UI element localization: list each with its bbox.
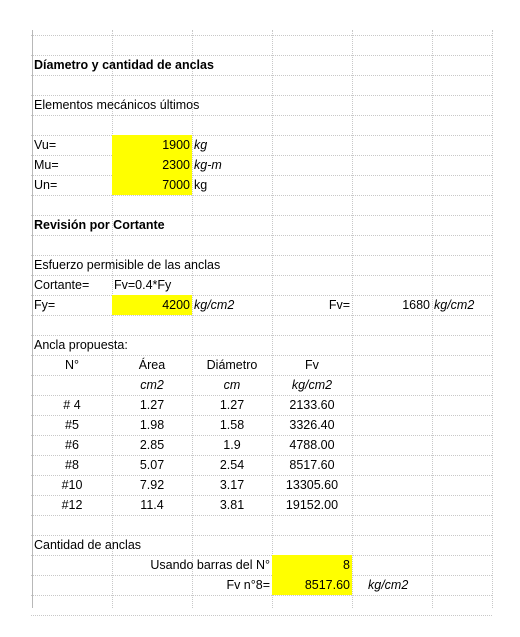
vu-unit[interactable]: kg: [194, 138, 208, 152]
usando-value[interactable]: 8: [343, 558, 350, 572]
fv-unit[interactable]: kg/cm2: [434, 298, 475, 312]
fy-unit[interactable]: kg/cm2: [194, 298, 235, 312]
grid-row-line: [31, 235, 492, 236]
grid-column-line: [192, 30, 193, 608]
revision-heading[interactable]: Revisión por Cortante: [34, 218, 165, 232]
ancla-row-fv[interactable]: 2133.60: [289, 398, 335, 412]
vu-label[interactable]: Vu=: [34, 138, 57, 152]
ancla-row-diametro[interactable]: 3.81: [219, 498, 245, 512]
fy-value[interactable]: 4200: [162, 298, 190, 312]
ancla-col-header-diametro[interactable]: Diámetro: [206, 358, 258, 372]
grid-row-line: [31, 115, 492, 116]
fy-label[interactable]: Fy=: [34, 298, 56, 312]
mu-value[interactable]: 2300: [162, 158, 190, 172]
ancla-row-area[interactable]: 7.92: [139, 478, 165, 492]
grid-row-line: [31, 595, 492, 596]
ancla-row-n[interactable]: #10: [61, 478, 83, 492]
ancla-row-diametro[interactable]: 1.58: [219, 418, 245, 432]
fvn-value[interactable]: 8517.60: [304, 578, 350, 592]
mu-label[interactable]: Mu=: [34, 158, 59, 172]
cantidad-heading[interactable]: Cantidad de anclas: [34, 538, 142, 552]
ancla-unit-fv[interactable]: kg/cm2: [291, 378, 333, 392]
ancla-row-area[interactable]: 2.85: [139, 438, 165, 452]
fvn-label[interactable]: Fv n°8=: [226, 578, 270, 592]
grid-row-line: [31, 195, 492, 196]
grid-column-line: [352, 30, 353, 608]
ancla-row-diametro[interactable]: 3.17: [219, 478, 245, 492]
ancla-col-header-fv[interactable]: Fv: [305, 358, 319, 372]
grid-row-line: [31, 155, 492, 156]
esfuerzo-label[interactable]: Esfuerzo permisible de las anclas: [34, 258, 221, 272]
grid-column-line: [272, 30, 273, 608]
ancla-row-diametro[interactable]: 1.27: [219, 398, 245, 412]
ancla-row-n[interactable]: #6: [65, 438, 79, 452]
vu-value[interactable]: 1900: [162, 138, 190, 152]
grid-row-line: [31, 615, 492, 616]
cortante-formula[interactable]: Fv=0.4*Fy: [114, 278, 172, 292]
ancla-row-diametro[interactable]: 1.9: [223, 438, 241, 452]
ancla-row-area[interactable]: 1.98: [139, 418, 165, 432]
un-label[interactable]: Un=: [34, 178, 58, 192]
ancla-row-fv[interactable]: 13305.60: [285, 478, 339, 492]
ancla-row-area[interactable]: 11.4: [140, 498, 164, 512]
fv-value[interactable]: 1680: [402, 298, 430, 312]
ancla-row-fv[interactable]: 3326.40: [289, 418, 335, 432]
mu-unit[interactable]: kg-m: [194, 158, 222, 172]
grid-row-line: [31, 175, 492, 176]
usando-label[interactable]: Usando barras del N°: [150, 558, 270, 572]
ancla-unit-area[interactable]: cm2: [140, 378, 164, 392]
ancla-row-area[interactable]: 1.27: [139, 398, 165, 412]
ancla-row-n[interactable]: # 4: [63, 398, 81, 412]
grid-column-line: [112, 30, 113, 608]
ancla-row-fv[interactable]: 19152.00: [285, 498, 339, 512]
ancla-row-fv[interactable]: 8517.60: [289, 458, 335, 472]
ancla-heading[interactable]: Ancla propuesta:: [34, 338, 128, 352]
ancla-col-header-n[interactable]: N°: [64, 358, 80, 372]
grid-column-line: [32, 30, 33, 608]
fv-label[interactable]: Fv=: [328, 298, 350, 312]
grid-row-line: [31, 515, 492, 516]
ancla-row-n[interactable]: #12: [61, 498, 83, 512]
sheet-title[interactable]: Díametro y cantidad de anclas: [34, 58, 214, 72]
grid-row-line: [31, 135, 492, 136]
ancla-row-diametro[interactable]: 2.54: [219, 458, 245, 472]
ancla-row-fv[interactable]: 4788.00: [289, 438, 335, 452]
un-unit[interactable]: kg: [194, 178, 208, 192]
grid-row-line: [31, 75, 492, 76]
grid-row-line: [31, 275, 492, 276]
ancla-unit-diametro[interactable]: cm: [223, 378, 241, 392]
elementos-heading[interactable]: Elementos mecánicos últimos: [34, 98, 200, 112]
un-value[interactable]: 7000: [162, 178, 190, 192]
grid-row-line: [31, 35, 492, 36]
grid-column-line: [492, 30, 493, 608]
fvn-unit[interactable]: kg/cm2: [368, 578, 409, 592]
ancla-col-header-area[interactable]: Área: [138, 358, 166, 372]
grid-column-line: [432, 30, 433, 608]
cortante-label[interactable]: Cortante=: [34, 278, 90, 292]
ancla-row-n[interactable]: #8: [65, 458, 79, 472]
ancla-row-area[interactable]: 5.07: [139, 458, 165, 472]
grid-row-line: [31, 315, 492, 316]
ancla-row-n[interactable]: #5: [65, 418, 79, 432]
